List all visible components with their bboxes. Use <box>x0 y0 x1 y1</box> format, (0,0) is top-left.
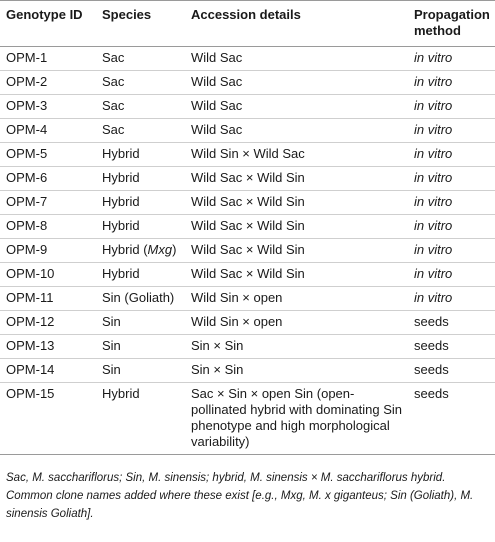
species-cell <box>96 383 185 455</box>
accession-details-cell: Wild Sac <box>185 119 408 143</box>
table-row <box>0 95 495 119</box>
accession-details-cell: Wild Sin × open <box>185 287 408 311</box>
species-name: Sac <box>102 122 125 137</box>
species-name: Hybrid <box>102 194 140 209</box>
propagation-method-cell: in vitro <box>408 47 495 71</box>
genotype-id-cell: OPM-8 <box>0 215 96 239</box>
genotype-id-cell: OPM-13 <box>0 335 96 359</box>
species-cell <box>96 119 185 143</box>
accession-details-cell: Wild Sin × Wild Sac <box>185 143 408 167</box>
table-row <box>0 143 495 167</box>
species-cell <box>96 287 185 311</box>
genotype-id-cell: OPM-15 <box>0 383 96 455</box>
propagation-method-cell: in vitro <box>408 119 495 143</box>
propagation-method-cell: seeds <box>408 311 495 335</box>
species-name: Sac <box>102 98 125 113</box>
species-name: Hybrid <box>102 170 140 185</box>
propagation-method-cell: in vitro <box>408 71 495 95</box>
genotype-id-cell: OPM-11 <box>0 287 96 311</box>
species-cell: Hybrid (Mxg) <box>96 239 185 263</box>
genotype-id-cell: OPM-9 <box>0 239 96 263</box>
species-cell <box>96 263 185 287</box>
propagation-method-cell: seeds <box>408 359 495 383</box>
species-cell <box>96 95 185 119</box>
propagation-method-cell: in vitro <box>408 215 495 239</box>
genotype-id-cell: OPM-6 <box>0 167 96 191</box>
accession-details-cell: Wild Sac × Wild Sin <box>185 239 408 263</box>
propagation-method-cell: in vitro <box>408 191 495 215</box>
table-row <box>0 311 495 335</box>
genotype-id-cell: OPM-1 <box>0 47 96 71</box>
header-accession-details: Accession details <box>185 1 408 47</box>
accession-details-cell: Wild Sac × Wild Sin <box>185 215 408 239</box>
species-cell <box>96 335 185 359</box>
species-cell <box>96 143 185 167</box>
accession-details-cell: Wild Sac × Wild Sin <box>185 167 408 191</box>
accession-details-cell: Wild Sac <box>185 47 408 71</box>
propagation-method-cell: in vitro <box>408 287 495 311</box>
accession-details-cell: Sin × Sin <box>185 359 408 383</box>
genotype-id-cell: OPM-2 <box>0 71 96 95</box>
table-row <box>0 167 495 191</box>
species-name: Sin <box>102 314 121 329</box>
table-row <box>0 191 495 215</box>
propagation-method-cell: in vitro <box>408 167 495 191</box>
table-row <box>0 359 495 383</box>
species-cell <box>96 311 185 335</box>
accession-details-cell: Wild Sin × open <box>185 311 408 335</box>
species-cell <box>96 359 185 383</box>
species-name: Sac <box>102 50 125 65</box>
genotype-id-cell: OPM-7 <box>0 191 96 215</box>
table-footnote: Sac, M. sacchariflorus; Sin, M. sinensis; hybrid, M. sinensis × M. sacchariflorus hybrid. Common clone names added where these exist [e.g., Mxg, M. x giganteus; Sin (Goliath), M. sinensis Goliath]. <box>6 472 474 520</box>
species-cell <box>96 215 185 239</box>
species-name: Hybrid <box>102 266 140 281</box>
species-name: Sin <box>102 338 121 353</box>
accession-details-cell: Wild Sac × Wild Sin <box>185 263 408 287</box>
genotype-id-cell: OPM-14 <box>0 359 96 383</box>
table-row <box>0 287 495 311</box>
table-row <box>0 335 495 359</box>
table-row <box>0 119 495 143</box>
propagation-method-cell: in vitro <box>408 239 495 263</box>
header-propagation-method: Propagation method <box>408 1 495 47</box>
table-row <box>0 383 495 455</box>
species-cell <box>96 71 185 95</box>
table-row <box>0 263 495 287</box>
propagation-method-cell: in vitro <box>408 263 495 287</box>
genotype-id-cell: OPM-5 <box>0 143 96 167</box>
genotype-id-cell: OPM-10 <box>0 263 96 287</box>
species-name: Hybrid <box>102 218 140 233</box>
accession-details-cell: Wild Sac <box>185 71 408 95</box>
species-name: Sin <box>102 362 121 377</box>
propagation-method-cell: in vitro <box>408 143 495 167</box>
species-name: Hybrid <box>102 386 140 401</box>
genotype-id-cell: OPM-3 <box>0 95 96 119</box>
accession-details-cell: Sac × Sin × open Sin (open-pollinated hybrid with dominating Sin phenotype and high morphological variability) <box>185 383 408 455</box>
table-row <box>0 47 495 71</box>
table-row <box>0 239 495 263</box>
species-cell <box>96 167 185 191</box>
header-species: Species <box>96 1 185 47</box>
species-name: Hybrid <box>102 242 140 257</box>
propagation-method-cell: seeds <box>408 383 495 455</box>
species-name: Sac <box>102 74 125 89</box>
genotype-id-cell: OPM-12 <box>0 311 96 335</box>
propagation-method-cell: in vitro <box>408 95 495 119</box>
table-row <box>0 71 495 95</box>
table-row <box>0 215 495 239</box>
species-cell <box>96 191 185 215</box>
table-header-row <box>0 1 495 47</box>
accession-details-cell: Wild Sac × Wild Sin <box>185 191 408 215</box>
genotype-id-cell: OPM-4 <box>0 119 96 143</box>
species-clone-note: Mxg <box>147 242 173 257</box>
header-genotype-id: Genotype ID <box>0 1 96 47</box>
species-name: Sin (Goliath) <box>102 290 175 305</box>
propagation-method-cell: seeds <box>408 335 495 359</box>
species-name: Hybrid <box>102 146 140 161</box>
accession-details-cell: Sin × Sin <box>185 335 408 359</box>
species-cell <box>96 47 185 71</box>
accession-details-cell: Wild Sac <box>185 95 408 119</box>
